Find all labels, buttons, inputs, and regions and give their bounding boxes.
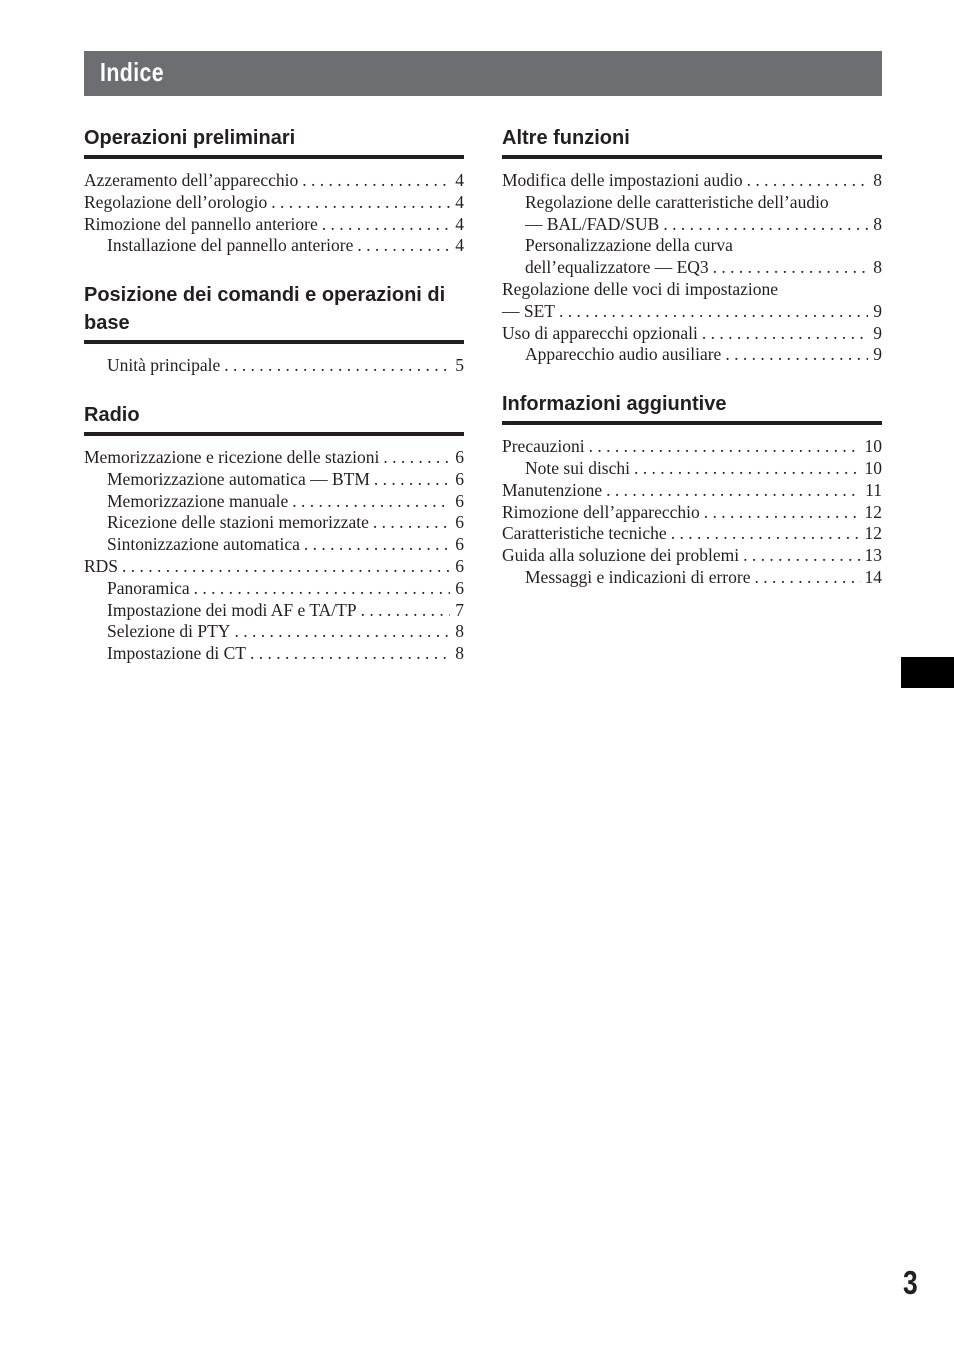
page-number: 3 (903, 1264, 918, 1301)
toc-subentry[interactable]: Messaggi e indicazioni di errore . . . 14 (502, 567, 882, 589)
toc-subentry[interactable]: Apparecchio audio ausiliare . . . 9 (502, 344, 882, 366)
toc-subentry[interactable]: Ricezione delle stazioni memorizzate . . . 6 (84, 512, 464, 534)
toc-entry[interactable]: Manutenzione . . . 11 (502, 480, 882, 502)
toc-subentry[interactable]: Panoramica . . . 6 (84, 578, 464, 600)
page-ref: 6 (455, 512, 464, 533)
section-heading: Radio (84, 401, 464, 436)
toc-subentry-continuation[interactable]: — BAL/FAD/SUB . . . 8 (502, 214, 882, 236)
toc-subentry[interactable]: Unità principale . . . 5 (84, 355, 464, 377)
page-ref: 4 (455, 170, 464, 190)
toc-subentry[interactable]: Personalizzazione della curva (525, 235, 733, 256)
toc-subentry[interactable]: Impostazione dei modi AF e TA/TP . . . 7 (84, 600, 464, 622)
toc-entry[interactable]: Memorizzazione e ricezione delle stazioni . . . 6 (84, 447, 464, 469)
toc-subentry[interactable]: Impostazione di CT . . . 8 (84, 643, 464, 665)
language-thumb-tab (901, 657, 954, 688)
toc-entry[interactable]: Uso di apparecchi opzionali . . . 9 (502, 323, 882, 345)
toc-subentry-continuation[interactable]: dell’equalizzatore — EQ3 . . . 8 (502, 257, 882, 279)
page-ref: 4 (455, 235, 464, 256)
page-ref: 6 (455, 468, 464, 489)
section-heading: Informazioni aggiuntive (502, 390, 882, 425)
page-ref: 6 (455, 534, 464, 555)
page-ref: 10 (864, 436, 882, 457)
section-heading: Posizione dei comandi e operazioni di base (84, 281, 464, 344)
page-ref: 8 (873, 257, 882, 278)
section-altre-funzioni (502, 124, 882, 366)
section-posizione-comandi (84, 281, 464, 377)
toc-entry-continuation[interactable]: — SET . . . 9 (502, 301, 882, 323)
toc-entry[interactable]: Rimozione dell’apparecchio . . . 12 (502, 502, 882, 524)
page-ref: 6 (455, 446, 464, 467)
page-ref: 6 (455, 577, 464, 598)
title-bar (84, 51, 882, 96)
toc-entry[interactable]: Guida alla soluzione dei problemi . . . 13 (502, 545, 882, 567)
toc-entry[interactable]: Azzeramento dell’apparecchio . . . 4 (84, 170, 464, 192)
page-ref: 12 (864, 523, 882, 544)
page-ref: 9 (873, 300, 882, 321)
section-heading: Operazioni preliminari (84, 124, 464, 159)
right-column (502, 124, 882, 613)
toc-subentry[interactable]: Selezione di PTY . . . 8 (84, 621, 464, 643)
toc-entry[interactable]: Modifica delle impostazioni audio . . . 8 (502, 170, 882, 192)
toc-entry[interactable]: RDS . . . 6 (84, 556, 464, 578)
toc-subentry[interactable]: Memorizzazione manuale . . . 6 (84, 491, 464, 513)
page-ref: 8 (873, 213, 882, 234)
page-ref: 10 (864, 457, 882, 478)
toc-subentry[interactable]: Note sui dischi . . . 10 (502, 458, 882, 480)
toc-entry[interactable]: Rimozione del pannello anteriore . . . 4 (84, 214, 464, 236)
page-ref: 13 (864, 545, 882, 566)
left-column (84, 124, 464, 689)
toc-entry[interactable]: Precauzioni . . . 10 (502, 436, 882, 458)
toc-entry[interactable]: Caratteristiche tecniche . . . 12 (502, 523, 882, 545)
section-heading: Altre funzioni (502, 124, 882, 159)
page-ref: 6 (455, 490, 464, 511)
page-ref: 14 (864, 566, 882, 587)
page-ref: 6 (455, 555, 464, 576)
page-ref: 7 (455, 599, 464, 620)
page-ref: 4 (455, 191, 464, 212)
page-ref: 11 (865, 479, 882, 500)
page-ref: 9 (873, 344, 882, 365)
section-operazioni-preliminari (84, 124, 464, 257)
page-ref: 12 (864, 501, 882, 522)
page-ref: 8 (873, 170, 882, 190)
section-informazioni-aggiuntive (502, 390, 882, 589)
toc-subentry[interactable]: Installazione del pannello anteriore . . . 4 (84, 235, 464, 257)
toc-entry[interactable]: Regolazione delle voci di impostazione (502, 278, 779, 299)
toc-entry[interactable]: Regolazione dell’orologio . . . 4 (84, 192, 464, 214)
page-ref: 5 (455, 355, 464, 376)
toc-subentry[interactable]: Sintonizzazione automatica . . . 6 (84, 534, 464, 556)
page-title: Indice (100, 57, 165, 87)
section-radio (84, 401, 464, 665)
page-ref: 9 (873, 322, 882, 343)
toc-subentry[interactable]: Regolazione delle caratteristiche dell’audio (525, 191, 829, 212)
page-ref: 8 (455, 621, 464, 642)
page-ref: 4 (455, 213, 464, 234)
toc-subentry[interactable]: Memorizzazione automatica — BTM . . . 6 (84, 469, 464, 491)
page-ref: 8 (455, 643, 464, 664)
